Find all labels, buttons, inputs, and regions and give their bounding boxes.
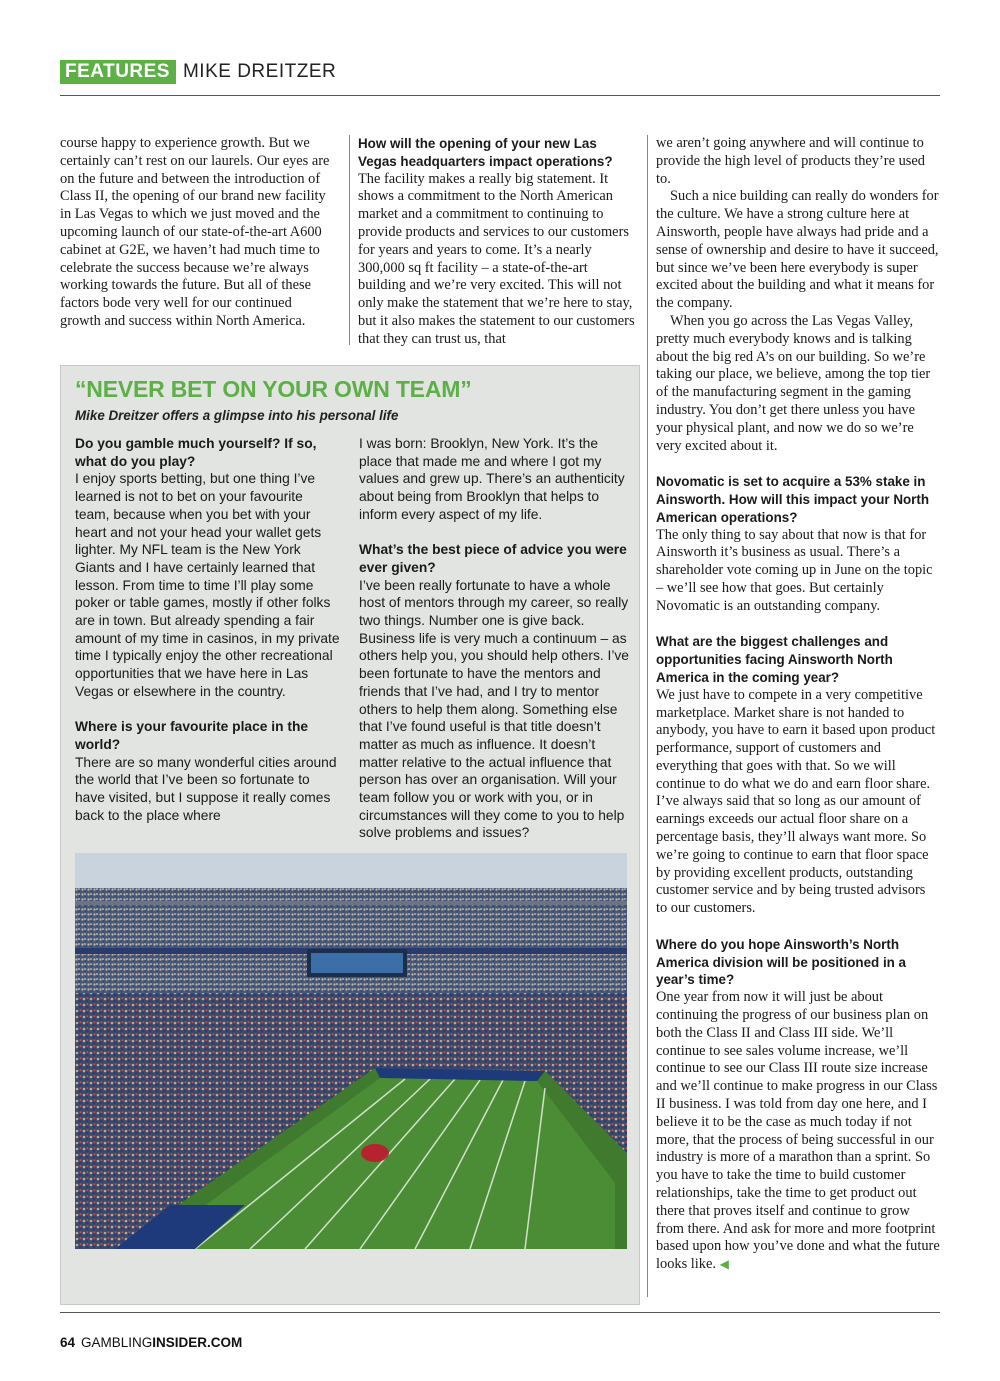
stadium-illustration bbox=[75, 853, 627, 1249]
sidebar-question: Do you gamble much yourself? If so, what do you play? bbox=[75, 436, 317, 469]
interview-answer: We just have to compete in a very competitive marketplace. Market share is not handed to anybody, you have to earn it based upon product performance, support of customers and everything that goes with that. So we will continue to do what we do and earn floor share. I’ve always said that so long as our amount of earnings exceeds our actual floor share on a percentage basis, they’ll always want more. So we’re going to continue to earn that floor space by providing excellent products, outstanding customer service and by being trusted advisors to our customers. bbox=[656, 686, 936, 917]
paragraph: When you go across the Las Vegas Valley, pretty much everybody knows and is talking about the big red A’s on our building. So we’re taking our place, we believe, among the top tier of the manufacturing segment in the gaming industry. You don’t get there unless you have your physical plant, and now we do so we’re very excited about it. bbox=[656, 312, 931, 454]
sidebar-column-2 bbox=[359, 435, 629, 842]
article-column-2 bbox=[358, 135, 638, 349]
section-header bbox=[60, 60, 336, 84]
interview-question: How will the opening of your new Las Vegas headquarters impact operations? bbox=[358, 136, 613, 169]
paragraph: we aren’t going anywhere and will continue to provide the high level of products they’re used to. bbox=[656, 135, 925, 187]
column-divider bbox=[349, 135, 350, 345]
header-rule bbox=[60, 95, 940, 96]
paragraph: Such a nice building can really do wonders for the culture. We have a strong culture here at Ainsworth, people have always had pride and a sense of ownership and desire to have it succeed, but since we’ve been here everybody is super excited about the building and what it means for the company. bbox=[656, 188, 939, 312]
sidebar-answer: There are so many wonderful cities around the world that I’ve been so fortunate to have visited, but I suppose it really comes back to the place where bbox=[75, 754, 337, 823]
page-number: 64 bbox=[60, 1335, 76, 1350]
subject-name: MIKE DREITZER bbox=[182, 61, 337, 82]
answer-text: One year from now it will just be about continuing the progress of our business plan on both the Class II and Class III side. We’ll continue to see sales volume increase, we’ll continue to see our Class III route size increase and we’ll continue to make progress in our Class II business. I was told from day one here, and I believe it to be the case as much today if not more, that the process of being successful in our industry is more of a marathon than a sprint. So you have to take the time to build customer relationships, take the time to get product out there that proves itself and continue to grow from there. And ask for more and more footprint based upon how you’ve done and what the future looks like. bbox=[656, 989, 940, 1273]
sidebar-question: Where is your favourite place in the world? bbox=[75, 719, 309, 752]
site-name: INSIDER.COM bbox=[152, 1335, 243, 1350]
paragraph: course happy to experience growth. But we certainly can’t rest on our laurels. Our eyes are on the future and between the introduction of Class II, the opening of our brand new facility in Las Vegas to which we just moved and the upcoming launch of our state-of-the-art A600 cabinet at G2E, we haven’t had much time to celebrate the success because we’re always working towards the future. But all of these factors bode very well for our continued growth and success within North America. bbox=[60, 135, 330, 329]
article-column-3 bbox=[656, 135, 940, 1274]
sidebar-answer: I’ve been really fortunate to have a whole host of mentors through my career, so really two things. Number one is give back. Business life is very much a continuum – as others help you, you should help others. I’ve been fortunate to have the mentors and friends that I’ve had, and I try to mentor others to help them along. Something else that I’ve found useful is that title doesn’t matter as much as influence. It doesn’t matter relative to the actual influence that person has over an organisation. Will your team follow you or work with you, or in circumstances will they come to you to help solve problems and issues? bbox=[359, 577, 629, 841]
sidebar-column-1 bbox=[75, 435, 340, 824]
interview-question: Novomatic is set to acquire a 53% stake in Ainsworth. How will this impact your North American operations? bbox=[656, 474, 930, 525]
sidebar-title: “NEVER BET ON YOUR OWN TEAM” bbox=[75, 376, 472, 402]
stadium-photo bbox=[75, 853, 627, 1249]
section-tag: FEATURES bbox=[60, 60, 176, 84]
interview-answer bbox=[656, 989, 940, 1274]
sidebar-answer: I enjoy sports betting, but one thing I’ve learned is not to bet on your favourite team, because when you bet with your heart and not your head your wallet gets lighter. My NFL team is the New York Giants and I have certainly learned that lesson. From time to time I’ll play some poker or table games, mostly if other folks are in town. But already spending a fair amount of my time in casinos, in my private time I typically enjoy the other recreational opportunities that we have here in Las Vegas or elsewhere in the country. bbox=[75, 471, 340, 699]
interview-answer: The only thing to say about that now is that for Ainsworth it’s business as usual. There’s a shareholder vote coming up in June on the topic – we’ll see how that goes. But certainly Novomatic is an outstanding company. bbox=[656, 526, 933, 614]
sidebar-question: What’s the best piece of advice you were ever given? bbox=[359, 542, 627, 575]
column-divider bbox=[647, 135, 648, 1297]
article-column-1 bbox=[60, 135, 332, 331]
page-footer bbox=[60, 1335, 242, 1350]
left-triangle-icon: ◀ bbox=[719, 1257, 729, 1272]
site-prefix: GAMBLING bbox=[81, 1335, 153, 1350]
interview-answer: The facility makes a really big statement. It shows a commitment to the North American market and a commitment to continuing to provide products and services to our customers for years and years to come. It’s a nearly 300,000 sq ft facility – a state-of-the-art building and we’re very excited. This will not only make the statement that we’re here to stay, but it also makes the statement to our customers that they can trust us, that bbox=[358, 170, 635, 347]
sidebar-answer: I was born: Brooklyn, New York. It’s the place that made me and where I got my values and grew up. There’s an authenticity about being from Brooklyn that helps to inform every aspect of my life. bbox=[359, 436, 625, 522]
interview-question: What are the biggest challenges and opportunities facing Ainsworth North America in the coming year? bbox=[656, 634, 893, 685]
sidebar-subtitle: Mike Dreitzer offers a glimpse into his personal life bbox=[75, 408, 399, 423]
footer-rule bbox=[60, 1312, 940, 1313]
interview-question: Where do you hope Ainsworth’s North America division will be positioned in a year’s time? bbox=[656, 936, 907, 988]
